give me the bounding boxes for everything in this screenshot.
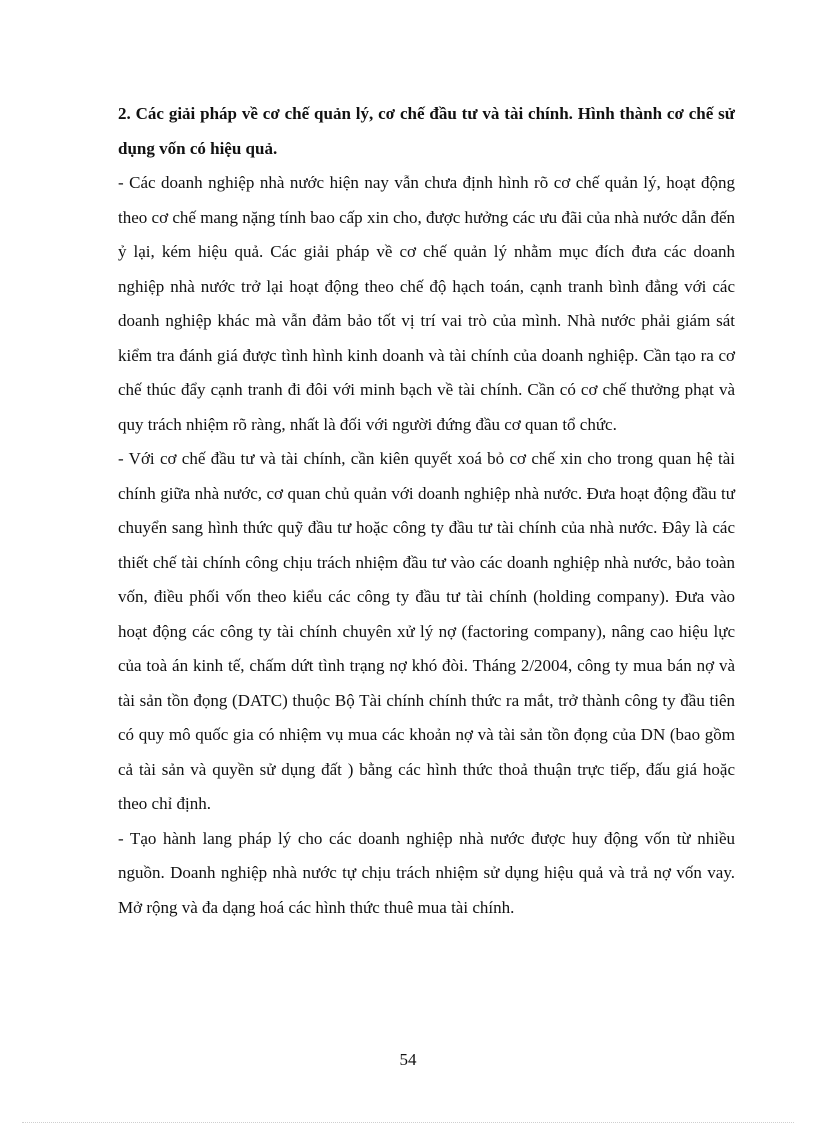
paragraph-investment-finance: - Với cơ chế đầu tư và tài chính, cần kiên quyết xoá bỏ cơ chế xin cho trong quan hệ tài chính giữa nhà nước, cơ quan chủ quản với doanh nghiệp nhà nước. Đưa hoạt động đầu tư chuyển sang hình thức quỹ đầu tư hoặc công ty đầu tư tài chính của nhà nước. Đây là các thiết chế tài chính công chịu trách nhiệm đầu tư vào các doanh nghiệp nhà nước, bảo toàn vốn, điều phối vốn theo kiểu các công ty đầu tư tài chính (holding company). Đưa vào hoạt động các công ty tài chính chuyên xử lý nợ (factoring company), nâng cao hiệu lực của toà án kinh tế, chấm dứt tình trạng nợ khó đòi. Tháng 2/2004, công ty mua bán nợ và tài sản tồn đọng (DATC) thuộc Bộ Tài chính chính thức ra mắt, trở thành công ty đầu tiên có quy mô quốc gia có nhiệm vụ mua các khoản nợ và tài sản tồn đọng của DN (bao gồm cả tài sản và quyền sử dụng đất ) bằng các hình thức thoả thuận trực tiếp, đấu giá hoặc theo chỉ định. [118,449,735,813]
page-body [118,97,735,925]
page-number: 54 [399,1050,417,1069]
paragraph-management-mechanism: - Các doanh nghiệp nhà nước hiện nay vẫn chưa định hình rõ cơ chế quản lý, hoạt động theo cơ chế mang nặng tính bao cấp xin cho, được hưởng các ưu đãi của nhà nước dẫn đến ỷ lại, kém hiệu quả. Các giải pháp về cơ chế quản lý nhằm mục đích đưa các doanh nghiệp nhà nước trở lại hoạt động theo chế độ hạch toán, cạnh tranh bình đẳng với các doanh nghiệp khác mà vẫn đảm bảo tốt vị trí vai trò của mình. Nhà nước phải giám sát kiểm tra đánh giá được tình hình kinh doanh và tài chính của doanh nghiệp. Cần tạo ra cơ chế thúc đẩy cạnh tranh đi đôi với minh bạch về tài chính. Cần có cơ chế thưởng phạt và quy trách nhiệm rõ ràng, nhất là đối với người đứng đầu cơ quan tổ chức. [118,173,735,434]
paragraph-legal-framework: - Tạo hành lang pháp lý cho các doanh nghiệp nhà nước được huy động vốn từ nhiều nguồn. Doanh nghiệp nhà nước tự chịu trách nhiệm sử dụng hiệu quả và trả nợ vốn vay. Mở rộng và đa dạng hoá các hình thức thuê mua tài chính. [118,828,735,917]
section-heading: 2. Các giải pháp về cơ chế quản lý, cơ chế đầu tư và tài chính. Hình thành cơ chế sử dụng vốn có hiệu quả. [118,104,735,158]
